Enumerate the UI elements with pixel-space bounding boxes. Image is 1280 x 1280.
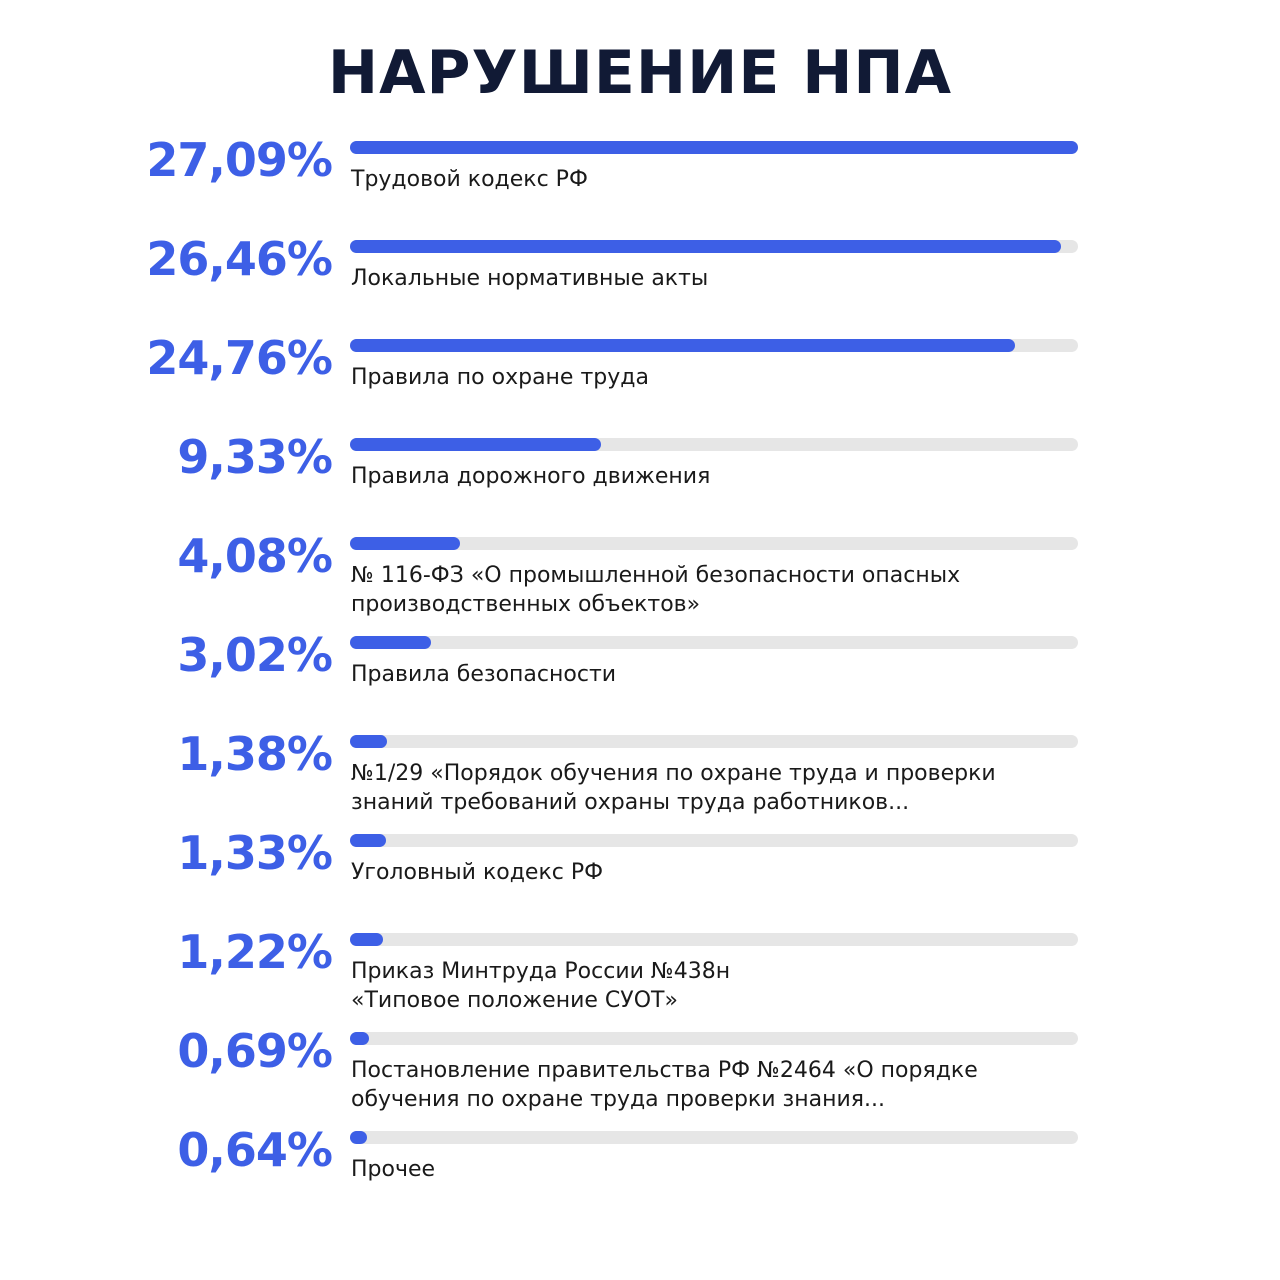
bar-fill bbox=[350, 537, 460, 550]
category-label: Постановление правительства РФ №2464 «О порядке обучения по охране труда проверки знания... bbox=[351, 1058, 978, 1112]
category-label: Уголовный кодекс РФ bbox=[351, 860, 604, 885]
bar-track bbox=[350, 636, 1078, 649]
bar-row bbox=[0, 925, 1280, 1029]
bar-fill bbox=[350, 141, 1078, 154]
category-label: Правила дорожного движения bbox=[351, 464, 711, 489]
bar-row bbox=[0, 529, 1280, 633]
category-label: Прочее bbox=[351, 1157, 436, 1182]
percent-label: 0,69% bbox=[177, 1024, 332, 1078]
category-label: № 116-ФЗ «О промышленной безопасности опасных производственных объектов» bbox=[351, 563, 961, 617]
category-label: Правила безопасности bbox=[351, 662, 617, 687]
percent-label: 24,76% bbox=[146, 331, 332, 385]
percent-label: 1,38% bbox=[177, 727, 332, 781]
bar-track bbox=[350, 735, 1078, 748]
bar-row bbox=[0, 430, 1280, 534]
category-label: Локальные нормативные акты bbox=[351, 266, 709, 291]
percent-label: 1,22% bbox=[177, 925, 332, 979]
bar-fill bbox=[350, 636, 431, 649]
percent-label: 3,02% bbox=[177, 628, 332, 682]
bar-fill bbox=[350, 834, 386, 847]
bar-row bbox=[0, 628, 1280, 732]
bar-track bbox=[350, 240, 1078, 253]
bar-track bbox=[350, 339, 1078, 352]
percent-label: 4,08% bbox=[177, 529, 332, 583]
bar-fill bbox=[350, 240, 1061, 253]
bar-fill bbox=[350, 1131, 367, 1144]
bar-track bbox=[350, 933, 1078, 946]
percent-label: 0,64% bbox=[177, 1123, 332, 1177]
bar-row bbox=[0, 1024, 1280, 1128]
bar-track bbox=[350, 1032, 1078, 1045]
percent-label: 9,33% bbox=[177, 430, 332, 484]
bar-track bbox=[350, 438, 1078, 451]
category-label: Правила по охране труда bbox=[351, 365, 649, 390]
bar-fill bbox=[350, 438, 601, 451]
bar-row bbox=[0, 331, 1280, 435]
chart-title: НАРУШЕНИЕ НПА bbox=[327, 38, 953, 108]
bar-row bbox=[0, 133, 1280, 237]
bar-row bbox=[0, 826, 1280, 930]
bar-track bbox=[350, 1131, 1078, 1144]
bar-track bbox=[350, 834, 1078, 847]
bar-track bbox=[350, 141, 1078, 154]
bar-track bbox=[350, 537, 1078, 550]
bar-row bbox=[0, 727, 1280, 831]
percent-label: 27,09% bbox=[146, 133, 332, 187]
bar-fill bbox=[350, 1032, 369, 1045]
bar-row bbox=[0, 1123, 1280, 1227]
bar-fill bbox=[350, 933, 383, 946]
bar-row bbox=[0, 232, 1280, 336]
category-label: Трудовой кодекс РФ bbox=[351, 167, 588, 192]
category-label: Приказ Минтруда России №438н «Типовое положение СУОТ» bbox=[351, 959, 731, 1013]
bar-fill bbox=[350, 339, 1015, 352]
percent-label: 26,46% bbox=[146, 232, 332, 286]
bar-fill bbox=[350, 735, 387, 748]
percent-label: 1,33% bbox=[177, 826, 332, 880]
category-label: №1/29 «Порядок обучения по охране труда и проверки знаний требований охраны труда работников... bbox=[351, 761, 996, 815]
